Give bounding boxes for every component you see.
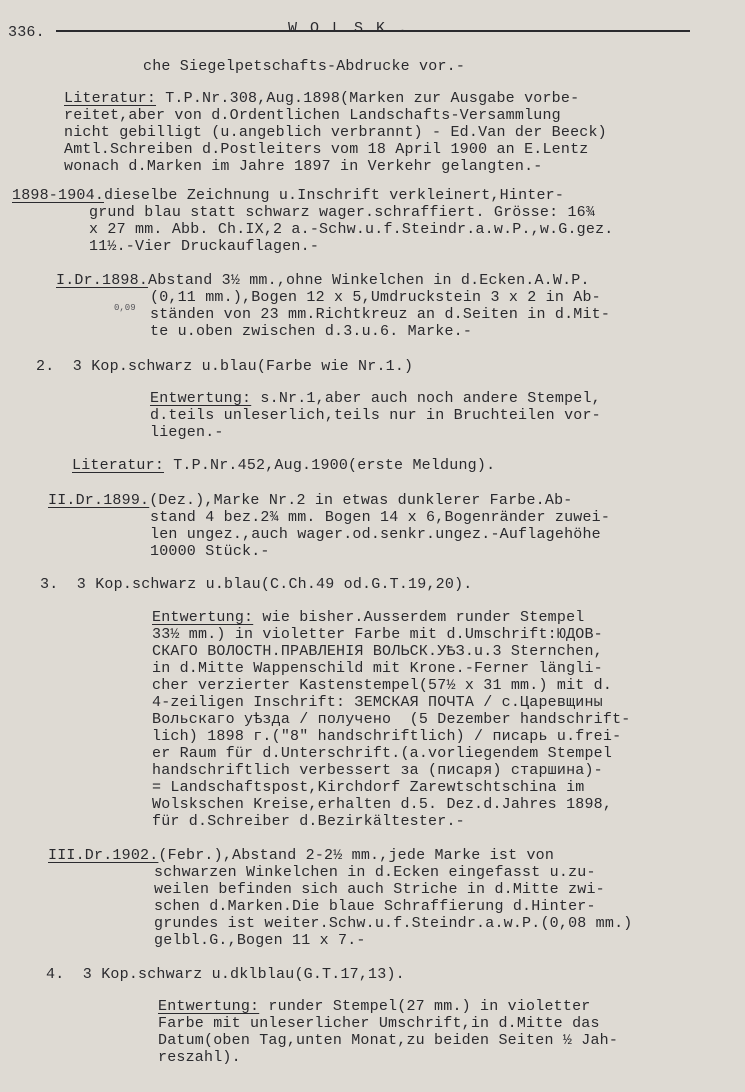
line-text: 4. 3 Kop.schwarz u.dklblau(G.T.17,13).: [46, 966, 405, 983]
line-text: 33½ mm.) in violetter Farbe mit d.Umschrift:ЮДОВ-: [152, 626, 603, 643]
line-text: stand 4 bez.2¾ mm. Bogen 14 x 6,Bogenränder zuwei-: [150, 509, 611, 526]
line-text: 2. 3 Kop.schwarz u.blau(Farbe wie Nr.1.): [36, 358, 414, 375]
text-line: [40, 576, 472, 593]
text-line: [152, 796, 612, 813]
line-text: Wolskschen Kreise,erhalten d.5. Dez.d.Jahres 1898,: [152, 796, 613, 813]
text-line: [64, 90, 579, 107]
text-line: [89, 238, 319, 255]
text-line: [152, 660, 603, 677]
text-line: [150, 424, 224, 441]
line-text: Abstand 3½ mm.,ohne Winkelchen in d.Ecken.A.W.P.: [148, 272, 590, 289]
text-line: [150, 543, 270, 560]
line-text: weilen befinden sich auch Striche in d.Mitte zwi-: [154, 881, 605, 898]
text-line: [152, 762, 603, 779]
text-line: [150, 509, 610, 526]
text-line: [152, 728, 621, 745]
line-text: СКАГО ВОЛОСТН.ПРАВЛЕНІЯ ВОЛЬСК.УѢЗ.u.3 Sternchen,: [152, 643, 603, 660]
line-text: (Febr.),Abstand 2-2½ mm.,jede Marke ist von: [158, 847, 555, 864]
underlined-label: Literatur:: [64, 90, 157, 107]
page-title: W O L S K .: [288, 20, 410, 37]
underlined-label: I.Dr.1898.: [56, 272, 149, 289]
line-text: len ungez.,auch wager.od.senkr.ungez.-Auflagehöhe: [150, 526, 601, 543]
line-text: dieselbe Zeichnung u.Inschrift verkleinert,Hinter-: [104, 187, 565, 204]
text-line: [150, 526, 601, 543]
line-text: d.teils unleserlich,teils nur in Bruchteilen vor-: [150, 407, 601, 424]
margin-note: 0,09: [114, 303, 136, 313]
text-line: [150, 323, 472, 340]
text-line: [150, 306, 610, 323]
text-line: [152, 745, 612, 762]
text-line: [72, 457, 495, 474]
text-line: [36, 358, 413, 375]
line-text: grundes ist weiter.Schw.u.f.Steindr.a.w.P.(0,08 mm.): [154, 915, 633, 932]
underlined-label: III.Dr.1902.: [48, 847, 159, 864]
text-line: [158, 1032, 618, 1049]
text-line: [158, 1015, 600, 1032]
line-text: reitet,aber von d.Ordentlichen Landschafts-Versammlung: [64, 107, 561, 124]
text-line: [154, 915, 632, 932]
line-text: reszahl).: [158, 1049, 241, 1066]
header-rule: [56, 30, 690, 32]
line-text: (0,11 mm.),Bogen 12 x 5,Umdruckstein 3 x 2 in Ab-: [150, 289, 601, 306]
line-text: grund blau statt schwarz wager.schraffiert. Grösse: 16¾: [89, 204, 596, 221]
text-line: [158, 1049, 241, 1066]
text-line: [48, 847, 554, 864]
text-line: [154, 881, 605, 898]
text-line: [154, 898, 596, 915]
text-line: [64, 107, 561, 124]
text-line: [64, 158, 542, 175]
text-line: [56, 272, 590, 289]
line-text: cher verzierter Kastenstempel(57½ x 31 mm.) mit d.: [152, 677, 613, 694]
underlined-label: Entwertung:: [158, 998, 260, 1015]
underlined-label: Literatur:: [72, 457, 165, 474]
text-line: [143, 58, 465, 75]
text-line: [48, 492, 573, 509]
underlined-label: II.Dr.1899.: [48, 492, 150, 509]
text-line: [150, 390, 601, 407]
line-text: gelbl.G.,Bogen 11 x 7.-: [154, 932, 366, 949]
text-line: [152, 813, 465, 830]
page-number: 336.: [8, 24, 45, 41]
line-text: Farbe mit unleserlicher Umschrift,in d.Mitte das: [158, 1015, 600, 1032]
text-line: [154, 932, 366, 949]
text-line: [89, 204, 595, 221]
text-line: [152, 779, 584, 796]
text-line: [152, 609, 584, 626]
text-line: [89, 221, 613, 238]
line-text: handschriftlich verbessert за (писаря) старшина)-: [152, 762, 603, 779]
line-text: in d.Mitte Wappenschild mit Krone.-Ferner längli-: [152, 660, 603, 677]
underlined-label: Entwertung:: [152, 609, 254, 626]
line-text: (Dez.),Marke Nr.2 in etwas dunklerer Farbe.Ab-: [149, 492, 573, 509]
text-line: [152, 677, 612, 694]
text-line: [152, 711, 630, 728]
line-text: schen d.Marken.Die blaue Schraffierung d.Hinter-: [154, 898, 596, 915]
line-text: liegen.-: [150, 424, 224, 441]
line-text: Datum(oben Tag,unten Monat,zu beiden Seiten ½ Jah-: [158, 1032, 619, 1049]
line-text: runder Stempel(27 mm.) in violetter: [259, 998, 591, 1015]
underlined-label: Entwertung:: [150, 390, 252, 407]
line-text: lich) 1898 г.("8" handschriftlich) / писарь u.frei-: [152, 728, 622, 745]
line-text: T.P.Nr.308,Aug.1898(Marken zur Ausgabe vorbe-: [156, 90, 580, 107]
line-text: für d.Schreiber d.Bezirkältester.-: [152, 813, 465, 830]
line-text: Вольскаго уѣзда / получено (5 Dezember handschrift-: [152, 711, 631, 728]
text-line: [150, 407, 601, 424]
text-line: [64, 141, 588, 158]
text-line: [158, 998, 590, 1015]
text-line: [152, 694, 603, 711]
text-line: [12, 187, 564, 204]
line-text: 3. 3 Kop.schwarz u.blau(C.Ch.49 od.G.T.19,20).: [40, 576, 473, 593]
line-text: che Siegelpetschafts-Abdrucke vor.-: [143, 58, 466, 75]
underlined-label: 1898-1904.: [12, 187, 105, 204]
line-text: 11½.-Vier Druckauflagen.-: [89, 238, 320, 255]
line-text: ständen von 23 mm.Richtkreuz an d.Seiten in d.Mit-: [150, 306, 611, 323]
line-text: er Raum für d.Unterschrift.(a.vorliegendem Stempel: [152, 745, 613, 762]
line-text: te u.oben zwischen d.3.u.6. Marke.-: [150, 323, 473, 340]
line-text: = Landschaftspost,Kirchdorf Zarewtschtschina im: [152, 779, 585, 796]
text-line: [46, 966, 405, 983]
line-text: nicht gebilligt (u.angeblich verbrannt) - Ed.Van der Beeck): [64, 124, 607, 141]
line-text: wonach d.Marken im Jahre 1897 in Verkehr gelangten.-: [64, 158, 543, 175]
line-text: 4-zeiligen Inschrift: ЗЕМСКАЯ ПОЧТА / с.Царевщины: [152, 694, 603, 711]
line-text: Amtl.Schreiben d.Postleiters vom 18 April 1900 an E.Lentz: [64, 141, 589, 158]
text-line: [152, 643, 603, 660]
text-line: [150, 289, 601, 306]
line-text: 10000 Stück.-: [150, 543, 270, 560]
text-line: [152, 626, 603, 643]
text-line: [154, 864, 596, 881]
line-text: x 27 mm. Abb. Ch.IX,2 a.-Schw.u.f.Steindr.a.w.P.,w.G.gez.: [89, 221, 614, 238]
line-text: T.P.Nr.452,Aug.1900(erste Meldung).: [164, 457, 496, 474]
text-line: [64, 124, 607, 141]
line-text: s.Nr.1,aber auch noch andere Stempel,: [251, 390, 601, 407]
line-text: wie bisher.Ausserdem runder Stempel: [253, 609, 585, 626]
line-text: schwarzen Winkelchen in d.Ecken eingefasst u.zu-: [154, 864, 596, 881]
